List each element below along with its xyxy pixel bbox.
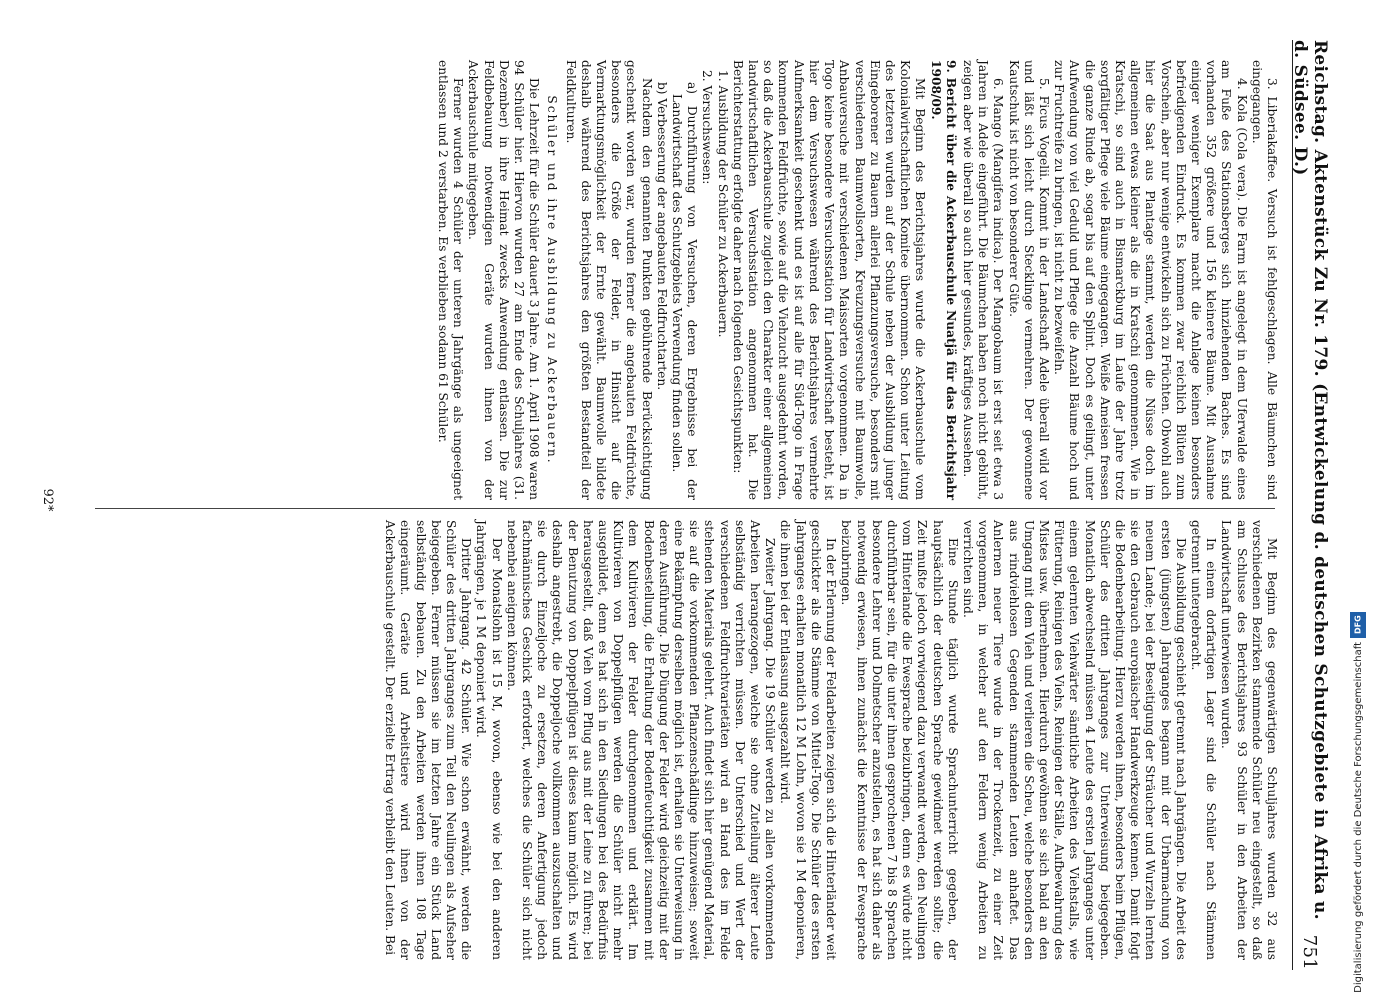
list-item: a) Durchführung von Versuchen, deren Ergebnisse bei der Landwirtschaft des Schutzgebiets Verwendung finden sollen. xyxy=(670,82,700,500)
paragraph: 4. Kola (Cola vera). Die Farm ist angelegt in dem Uferwalde eines am Fuße des Stationsberges sich hinziehenden Baches. Es sind vorhanden 352 größere und 156 kleinere Bäume. Mit Ausnahme einiger weniger Exemplare macht die Anlage keinen besonders befriedigenden Eindruck. Es kommen zwar reichlich Blüten zum Vorschein, aber nur wenige entwickeln sich zu Früchten. Obwohl auch hier die Saat aus Plantage stammt, werden die Nüsse doch im allgemeinen etwas kleiner als die in Kratschi genommenen. Wie in Kratschi, so sind auch in Bismarckburg im Laufe der Jahre trotz sorgfältiger Pflege viele Bäume eingegangen. Weiße Ameisen fressen die ganze Rinde ab, sogar bis auf den Splint. Doch es gelingt, unter Aufwendung von viel Geduld und Pflege die Anzahl Bäume hoch und zur Fruchtreife zu bringen, ist nicht zu bezweifeln. xyxy=(1052,60,1249,500)
paragraph: Die Lehrzeit für die Schüler dauert 3 Jahre. Am 1. April 1908 waren 94 Schüler hier. Hiervon wurden 27 am Ende des Schuljahres (31. Dezember) in ihre Heimat zwecks Anwendung entlassen. Die zur Feldbebauung notwendigen Geräte wurden ihnen von der Ackerbauschule mitgegeben. xyxy=(466,60,542,500)
paragraph: Zweiter Jahrgang. Die 19 Schüler werden zu allen vorkommenden Arbeiten herangezogen, welche sie ohne Zuteilung älterer Leute selbständig verrichten müssen. Der Unterschied und Wert der verschiedenen Feldfruchtvarietäten wird an Hand des im Felde stehenden Materials gelehrt. Auch findet sich hier genügend Material, sie auf die vorkommenden Pflanzenschädlinge hinzuweisen; soweit eine Bekämpfung derselben möglich ist, erhalten sie Unterweisung in deren Ausführung. Die Düngung der Felder wird gleichzeitig mit der Bodenbestellung, die Erhaltung der Bodenfeuchtigkeit zusammen mit dem Kultivieren der Felder durchgenommen und erklärt. Im Kultivieren von Doppelpflügen werden die Schüler nicht mehr ausgebildet, denn es hat sich in den Siedlungen bei des Bedürfnis herausgestellt, daß Vieh vom Pflug aus mit der Leine zu führen; bei der Benutzung von Doppelpflügen ist dieses kaum möglich. Es wird deshalb angestrebt, die Doppeljoche vollkommen auszuschalten und sie durch Einzeljoche zu ersetzen, deren Anfertigung jedoch fachmännisches Geschick erfordert, welches die Schüler sich nicht nebenbei aneignen können. xyxy=(504,520,778,960)
paragraph: Mit Beginn des gegenwärtigen Schuljahres wurden 32 aus verschiedenen Bezirken stammende Schüler neu eingestellt, so daß am Schlusse des Berichtsjahres 93 Schüler in den Arbeiten der Landwirtschaft unterwiesen wurden. xyxy=(1219,520,1279,960)
paragraph: In der Erlernung der Feldarbeiten zeigen sich die Hinterländer weit geschickter als die Stämme von Mittel-Togo. Die Schüler des ersten Jahrganges erhalten monatlich 12 M Lohn, wovon sie 1 M deponieren, die ihnen bei der Entlassung ausgezahlt wird. xyxy=(778,520,839,960)
right-column xyxy=(382,520,1279,960)
paragraph: Der Monatslohn ist 15 M, wovon, ebenso wie bei den anderen Jahrgängen, je 1 M deponiert wird. xyxy=(474,520,504,960)
paragraph: In einem dorfartigen Lager sind die Schüler nach Stämmen getrennt untergebracht. xyxy=(1188,520,1219,960)
watermark-text: Digitalisierung gefördert durch die Deutsche Forschungsgemeinschaft xyxy=(1352,642,1364,993)
paragraph: Nachdem den genannten Punkten gebührende Berücksichtigung geschenkt worden war, wurden ferner die angebauten Feldfrüchte, besonders die Größe der Felder, in Hinsicht auf die Vermarktungsmöglichkeit der Ernte gewählt. Baumwolle bildete deshalb während des Berichtsjahres den größten Bestandteil der Feldkulturen. xyxy=(563,60,654,500)
list-item: 1. Ausbildung der Schüler zu Ackerbauern. xyxy=(715,70,730,338)
list-item: b) Verbesserung der angebauten Feldfruchtarten. xyxy=(654,82,669,391)
subsection-title: Schüler und ihre Ausbildung zu Ackerbauern. xyxy=(545,95,560,465)
paragraph: 3. Liberiakaffee. Versuch ist fehlgeschlagen. Alle Bäumchen sind eingegangen. xyxy=(1249,60,1279,500)
paragraph: 6. Mango (Mangifera indica). Der Mangobaum ist erst seit etwa 3 Jahren in Adele eingeführt. Die Bäumchen haben noch nicht geblüht, zeigen aber wie überall so auch hier gesundes, kräftiges Aussehen. xyxy=(960,60,1006,500)
page-signature: 92* xyxy=(40,488,55,512)
dfg-logo: DFG xyxy=(1350,612,1366,638)
column-divider xyxy=(95,508,1275,509)
list-item: 2. Versuchswesen: xyxy=(700,70,715,185)
paragraph: Die Ausbildung geschieht getrennt nach Jahrgängen. Die Arbeit des ersten (jüngsten) Jahrganges begann mit der Urbarmachung von neuem Lande; bei der Beseitigung der Sträucher und Wurzeln lernten sie den Gebrauch europäischer Handwerkzeuge kennen. Damit folgt die Bodenbearbeitung. Hierzu werden ihnen, besonders beim Pflügen, Schüler des dritten Jahrganges zur Unterweisung beigegeben. Monatlich abwechselnd müssen 4 Leute des ersten Jahrganges unter einem gelernten Viehwärter sämtliche Arbeiten des Viehstalls, wie Fütterung, Reinigen des Viehs, Reinigen der Ställe, Aufbewahrung des Mistes usw. übernehmen. Hierdurch gewöhnen sie sich bald an den Umgang mit dem Vieh und verlieren die Scheu, welche besonders den aus rindviehlosen Gegenden stammenden Leuten anhaftet. Das Anlernen neuer Tiere wurde in der Trockenzeit, zu einer Zeit vorgenommen, in welcher auf den Feldern wenig Arbeiten zu verrichten sind. xyxy=(960,520,1188,960)
page-header xyxy=(1290,40,1330,970)
paragraph: Eine Stunde täglich wurde Sprachunterricht gegeben, der hauptsächlich der deutschen Sprache gewidmet werden sollte; die Zeit mußte jedoch vorwiegend dazu verwandt werden, den Neulingen vom Hinterlande die Ewesprache beizubringen, denn es würde nicht durchführbar sein, für die unter ihnen gesprochenen 7 bis 8 Sprachen besondere Lehrer und Dolmetscher anzustellen, es hat sich daher als notwendig erwiesen, ihnen zunächst die Kenntnisse der Ewesprache beizubringen. xyxy=(839,520,960,960)
paragraph: Ferner wurden 4 Schüler der unteren Jahrgänge als ungeeignet entlassen und 2 verstarben. Es verblieben sodann 61 Schüler. xyxy=(436,60,466,500)
page-number: 751 xyxy=(1299,934,1321,970)
section-heading: 9. Bericht über die Ackerbauschule Nuatjä für das Berichtsjahr 1908/09. xyxy=(928,60,958,500)
header-title: Reichstag. Aktenstück Zu Nr. 179. (Entwickelung d. deutschen Schutzgebiete in Afrika u. d. Südsee. D.) xyxy=(1290,40,1330,920)
paragraph: Mit Beginn des Berichtsjahres wurde die Ackerbauschule vom Kolonialwirtschaftlichen Komitee übernommen. Schon unter Leitung des letzteren wurden auf der Schule neben der Ausbildung junger Eingeborener zu Bauern allerlei Pflanzungsversuche, besonders mit verschiedenen Baumwollsorten, Kreuzungsversuche mit Baumwolle, Anbauversuche mit verschiedenen Maissorten vorgenommen. Da in Togo keine besondere Versuchsstation für Landwirtschaft besteht, ist hier dem Versuchswesen während des Berichtsjahres vermehrte Aufmerksamkeit geschenkt und es ist auf alle für Süd-Togo in Frage kommenden Feldfrüchte, sowie auf die Viehzucht ausgedehnt worden, so daß die Ackerbauschule zugleich den Charakter einer allgemeinen landwirtschaftlichen Versuchsstation angenommen hat. Die Berichterstattung erfolgte daher nach folgenden Gesichtspunkten: xyxy=(730,60,928,500)
left-column xyxy=(435,60,1279,500)
digitization-watermark xyxy=(1349,612,1367,1000)
paragraph: Dritter Jahrgang. 42 Schüler. Wie schon erwähnt, werden die Schüler des dritten Jahrganges zum Teil den Neulingen als Aufseher beigegeben. Ferner müssen sie im letzten Jahre ein Stück Land selbständig bebauen. Zu den Arbeiten werden ihnen 108 Tage eingeräumt. Geräte und Arbeitstiere wird ihnen von der Ackerbauschule gestellt. Der erzielte Ertrag verbleibt den Leuten. Bei xyxy=(383,520,474,960)
paragraph: 5. Ficus Vogelii. Kommt in der Landschaft Adele überall wild vor und läßt sich leicht durch Stecklinge vermehren. Der gewonnene Kautschuk ist nicht von besonderer Güte. xyxy=(1006,60,1051,500)
